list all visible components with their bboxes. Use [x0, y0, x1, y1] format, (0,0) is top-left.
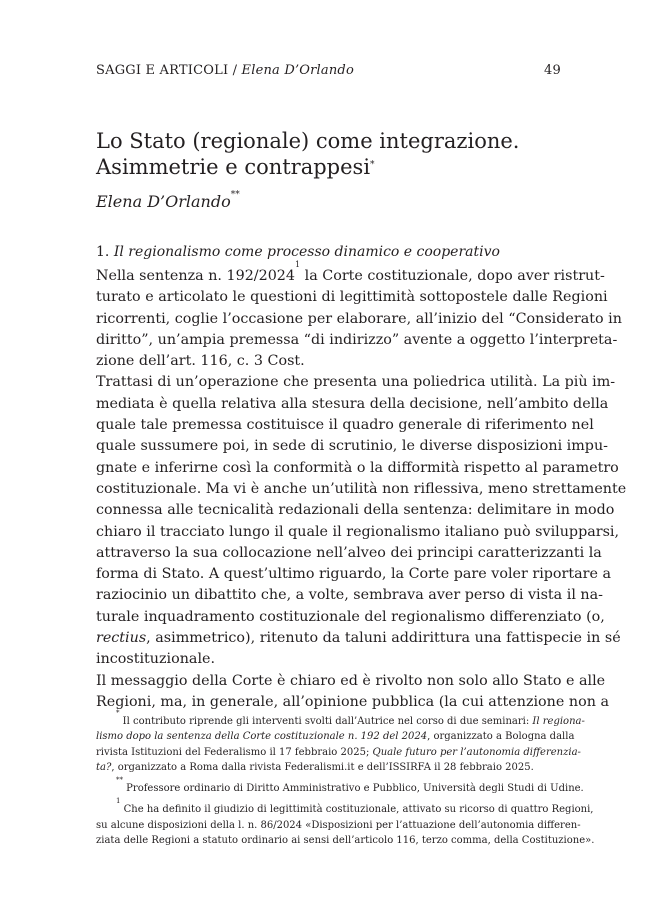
running-header-left: [96, 63, 354, 78]
body-line: mediata è quella relativa alla stesura della decisione, nell’ambito della: [96, 395, 609, 412]
body-line-18b: , asimmetrico), ritenuto da taluni addirittura una fattispecie in sé: [146, 630, 621, 647]
footnote-ref-1[interactable]: 1: [295, 260, 301, 269]
body-line: chiaro il tracciato lungo il quale il regionalismo italiano può svilupparsi,: [96, 523, 620, 540]
footnote-1-text-3: rivista Istituzioni del Federalismo il 17 febbraio 2025;: [96, 746, 373, 758]
article-title: [96, 128, 566, 180]
footnote-mark-2: **: [116, 776, 123, 785]
section-heading: [96, 244, 500, 260]
header-author: Elena D’Orlando: [241, 63, 354, 78]
footnote-1-italic-3: Quale futuro per l’autonomia differenzia-: [372, 746, 581, 758]
body-line: turato e articolato le questioni di legittimità sottopostele dalle Regioni: [96, 289, 608, 306]
footnote-line: ziata delle Regioni a statuto ordinario ai sensi dell’articolo 116, terzo comma, della Costituzione».: [96, 835, 595, 847]
footnote-1-italic-2: lismo dopo la sentenza della Corte costituzionale n. 192 del 2024: [96, 731, 428, 743]
footnote-line: [96, 709, 585, 729]
footnote-2-text: Professore ordinario di Diritto Amministrativo e Pubblico, Università degli Studi di Udine.: [123, 783, 584, 795]
title-footnote-mark: *: [370, 160, 375, 170]
footnote-line: [96, 729, 575, 744]
body-line: Regioni, ma, in generale, all’opinione pubblica (la cui attenzione non a: [96, 693, 609, 710]
body-line-18-italic: rectius: [96, 630, 147, 647]
title-line-2-text: Asimmetrie e contrappesi: [96, 155, 371, 179]
footnote-1-italic: Il regiona-: [532, 716, 585, 727]
body-line: raziocinio un dibattito che, a volte, sembrava aver perso di vista il na-: [96, 587, 603, 604]
footnote-line: [96, 760, 563, 775]
article-author: [96, 192, 240, 211]
footnote-line: [96, 797, 594, 817]
body-line: incostituzionale.: [96, 651, 216, 668]
body-line: turale inquadramento costituzionale del regionalismo differenziato (o,: [96, 608, 605, 625]
title-line-1: Lo Stato (regionale) come integrazione.: [96, 129, 520, 153]
body-line: zione dell’art. 116, c. 3 Cost.: [96, 353, 305, 370]
header-separator: /: [228, 63, 242, 78]
author-name: Elena D’Orlando: [96, 192, 231, 211]
footnote-1-text-4: , organizzato a Roma dalla rivista Federalismi.it e dell’ISSIRFA il 28 febbraio 2025.: [111, 761, 534, 773]
section-number: 1.: [96, 244, 110, 260]
body-line: [96, 628, 621, 649]
footnote-line: [96, 776, 584, 796]
footnote-mark-3: 1: [116, 797, 121, 806]
body-line: attraverso la sua collocazione nell’alveo dei principi caratterizzanti la: [96, 544, 602, 561]
body-line: costituzionale. Ma vi è anche un’utilità non riflessiva, meno strettamente: [96, 480, 627, 497]
author-footnote-mark: **: [230, 190, 240, 200]
body-line: ricorrenti, coglie l’occasione per elaborare, all’inizio del “Considerato in: [96, 310, 622, 327]
body-line-1b: la Corte costituzionale, dopo aver ristrut-: [300, 268, 605, 284]
header-section: SAGGI E ARTICOLI: [96, 63, 229, 78]
body-line: diritto”, un’ampia premessa “di indirizzo” avente a oggetto l’interpreta-: [96, 331, 618, 348]
footnote-1-italic-4: ta?: [96, 761, 112, 773]
body-line: gnate e inferirne così la conformità o la difformità rispetto al parametro: [96, 459, 619, 476]
running-header: [96, 63, 561, 83]
body-line: connessa alle tecnicalità redazionali della sentenza: delimitare in modo: [96, 502, 615, 519]
body-line: Il messaggio della Corte è chiaro ed è rivolto non solo allo Stato e alle: [96, 672, 606, 689]
footnote-line: su alcune disposizioni della l. n. 86/2024 «Disposizioni per l’attuazione dell’autonomia differen-: [96, 819, 581, 831]
title-line-2: [96, 154, 566, 180]
footnotes: [96, 709, 595, 848]
page-number: 49: [544, 63, 561, 78]
body-line: quale tale premessa costituisce il quadro generale di riferimento nel: [96, 417, 594, 434]
footnote-1-text-2: , organizzato a Bologna dalla: [427, 731, 575, 743]
body-line: forma di Stato. A quest’ultimo riguardo, la Corte pare voler riportare a: [96, 566, 611, 583]
footnote-line: [96, 745, 581, 760]
footnote-mark-1: *: [116, 709, 120, 717]
body-text: [96, 260, 627, 713]
body-line: [96, 260, 605, 287]
section-title: Il regionalismo come processo dinamico e cooperativo: [113, 244, 500, 260]
footnote-1-text: Il contributo riprende gli interventi svolti dall’Autrice nel corso di due seminari:: [119, 716, 533, 727]
body-line-1a: Nella sentenza n. 192/2024: [96, 268, 295, 284]
body-line: Trattasi di un’operazione che presenta una poliedrica utilità. La più im-: [96, 374, 616, 391]
body-line: quale sussumere poi, in sede di scrutinio, le diverse disposizioni impu-: [96, 438, 609, 455]
footnote-3-text: Che ha definito il giudizio di legittimità costituzionale, attivato su ricorso di quattro Regioni,: [120, 804, 594, 816]
